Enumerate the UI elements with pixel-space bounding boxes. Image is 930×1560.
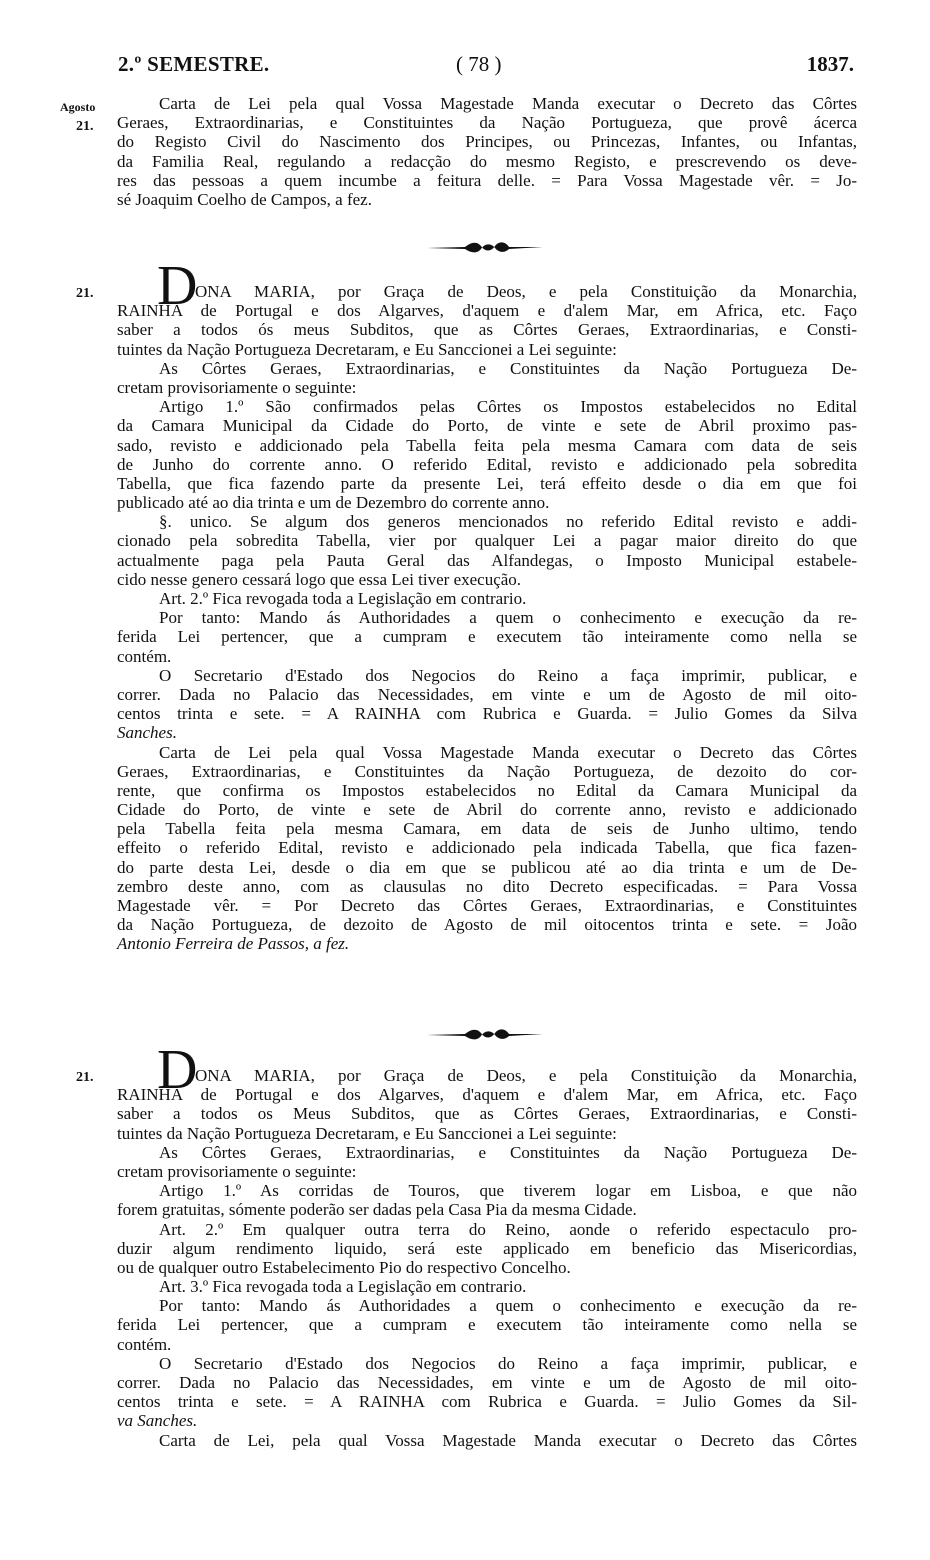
text-line: Por tanto: Mando ás Authoridades a quem o conhecimento e execução da re- <box>159 1296 857 1316</box>
signature-line: Sanches. <box>117 723 177 743</box>
decree-block <box>117 1039 857 1450</box>
text-line: correr. Dada no Palacio das Necessidades, em vinte e um de Agosto de mil oito- <box>117 684 857 704</box>
text-line: As Côrtes Geraes, Extraordinarias, e Constituintes da Nação Portugueza De- <box>159 358 857 378</box>
text-line: Art. 3.º Fica revogada toda a Legislação em contrario. <box>159 1277 527 1297</box>
margin-month: Agosto <box>60 100 96 114</box>
text-line: Artigo 1.º As corridas de Touros, que tiverem logar em Lisboa, e que não <box>159 1181 857 1201</box>
text-line: contém. <box>117 646 172 666</box>
text-line: RAINHA de Portugal e dos Algarves, d'aquem e d'alem Mar, em Africa, etc. Faço <box>117 1085 857 1105</box>
text-line: ONA MARIA, por Graça de Deos, e pela Constituição da Monarchia, <box>195 1066 857 1085</box>
page-number: ( 78 ) <box>456 52 502 76</box>
drop-cap: D <box>157 1039 198 1101</box>
text-line: res das pessoas a quem incumbe a feitura delle. = Para Vossa Magestade vêr. = Jo- <box>117 170 857 190</box>
signature-line: va Sanches. <box>117 1411 198 1431</box>
text-line: rente, que confirma os Impostos estabelecidos no Edital da Camara Municipal da <box>117 780 857 800</box>
text-line: tuintes da Nação Portugueza Decretaram, e Eu Sanccionei a Lei seguinte: <box>117 1123 617 1143</box>
text-line: cionado pela sobredita Tabella, vier por qualquer Lei a pagar maior direito do que <box>117 531 857 551</box>
ornament-divider <box>425 1025 545 1043</box>
text-line: O Secretario d'Estado dos Negocios do Reino a faça imprimir, publicar, e <box>159 665 857 685</box>
text-line: sado, revisto e addicionado pela Tabella feita pela mesma Camara com data de seis <box>117 435 857 455</box>
text-line: centos trinta e sete. = A RAINHA com Rubrica e Guarda. = Julio Gomes da Sil- <box>117 1392 857 1412</box>
text-line: forem gratuitas, sómente poderão ser dadas pela Casa Pia da mesma Cidade. <box>117 1200 637 1220</box>
semester-label: 2.º SEMESTRE. <box>118 52 270 76</box>
year-label: 1837. <box>806 52 854 76</box>
signature-line: Antonio Ferreira de Passos, a fez. <box>117 934 350 954</box>
margin-day: 21. <box>76 1070 94 1085</box>
text-line: Art. 2.º Fica revogada toda a Legislação em contrario. <box>159 589 527 608</box>
text-line: Magestade vêr. = Por Decreto das Côrtes Geraes, Extraordinarias, e Constituintes <box>117 896 857 915</box>
running-header <box>118 52 854 82</box>
drop-cap: D <box>157 255 198 317</box>
text-line: Cidade do Porto, de vinte e sete de Abril do corrente anno, revisto e addicionado <box>117 800 857 820</box>
text-line: Carta de Lei pela qual Vossa Magestade Manda executar o Decreto das Côrtes <box>159 94 857 113</box>
text-line: cretam provisoriamente o seguinte: <box>117 1161 357 1181</box>
text-line: Carta de Lei, pela qual Vossa Magestade Manda executar o Decreto das Côrtes <box>159 1430 857 1450</box>
ornament-divider <box>425 238 545 256</box>
text-line: zembro deste anno, com as clausulas no dito Decreto especificadas. = Para Vossa <box>117 876 857 896</box>
text-line: effeito o referido Edital, revisto e addicionado pela indicada Tabella, que fica fazen- <box>117 838 857 858</box>
text-line: da Camara Municipal da Cidade do Porto, de vinte e sete de Abril proximo pas- <box>117 416 857 436</box>
text-line: centos trinta e sete. = A RAINHA com Rubrica e Guarda. = Julio Gomes da Silva <box>117 704 857 724</box>
text-line: duzir algum rendimento liquido, será este applicado em beneficio das Misericordias, <box>117 1238 857 1258</box>
decree-block <box>117 255 857 954</box>
text-line: ferida Lei pertencer, que a cumpram e executem tão inteiramente como nella se <box>117 627 857 647</box>
margin-day: 21. <box>76 119 94 134</box>
text-line: Artigo 1.º São confirmados pelas Côrtes os Impostos estabelecidos no Edital <box>159 397 857 417</box>
text-line: saber a todos ós meus Subditos, que as Côrtes Geraes, Extraordinarias, e Consti- <box>117 320 857 340</box>
text-line: do Registo Civil do Nascimento dos Principes, ou Princezas, Infantes, ou Infantas, <box>117 132 857 152</box>
text-line: da Familia Real, regulando a redacção do mesmo Registo, e prescrevendo os deve- <box>117 151 857 171</box>
text-line: tuintes da Nação Portugueza Decretaram, e Eu Sanccionei a Lei seguinte: <box>117 339 617 359</box>
text-line: cretam provisoriamente o seguinte: <box>117 377 357 397</box>
entry-summary <box>117 94 857 209</box>
text-line: publicado até ao dia trinta e um de Dezembro do corrente anno. <box>117 493 550 513</box>
text-line: Geraes, Extraordinarias, e Constituintes da Nação Portugueza, de dezoito do cor- <box>117 761 857 781</box>
text-line: cido nesse genero cessará logo que essa Lei tiver execução. <box>117 569 522 589</box>
text-line: Tabella, que fica fazendo parte da presente Lei, terá effeito desde o dia em que foi <box>117 473 857 493</box>
text-line: Por tanto: Mando ás Authoridades a quem o conhecimento e execução da re- <box>159 608 857 628</box>
margin-day: 21. <box>76 286 94 301</box>
text-line: §. unico. Se algum dos generos mencionados no referido Edital revisto e addi- <box>159 512 857 532</box>
text-line: actualmente paga pela Pauta Geral das Alfandegas, o Imposto Municipal estabele- <box>117 550 857 570</box>
text-line: do parte desta Lei, desde o dia em que se publicou até ao dia trinta e um de De- <box>117 857 857 877</box>
text-line: ONA MARIA, por Graça de Deos, e pela Constituição da Monarchia, <box>195 282 857 301</box>
text-line: O Secretario d'Estado dos Negocios do Reino a faça imprimir, publicar, e <box>159 1353 857 1373</box>
text-line: contém. <box>117 1334 172 1354</box>
text-line: RAINHA de Portugal e dos Algarves, d'aquem e d'alem Mar, em Africa, etc. Faço <box>117 301 857 321</box>
text-line: ferida Lei pertencer, que a cumpram e executem tão inteiramente como nella se <box>117 1315 857 1335</box>
text-line: correr. Dada no Palacio das Necessidades, em vinte e um de Agosto de mil oito- <box>117 1373 857 1392</box>
text-line: saber a todos os Meus Subditos, que as Côrtes Geraes, Extraordinarias, e Consti- <box>117 1104 857 1124</box>
text-line: sé Joaquim Coelho de Campos, a fez. <box>117 189 372 209</box>
text-line: de Junho do corrente anno. O referido Edital, revisto e addicionado pela sobredita <box>117 454 857 474</box>
text-line: Geraes, Extraordinarias, e Constituintes da Nação Portugueza, que provê ácerca <box>117 113 857 133</box>
text-line: Art. 2.º Em qualquer outra terra do Reino, aonde o referido espectaculo pro- <box>159 1219 857 1239</box>
text-line: As Côrtes Geraes, Extraordinarias, e Constituintes da Nação Portugueza De- <box>159 1142 857 1162</box>
text-line: pela Tabella feita pela mesma Camara, em data de seis de Junho ultimo, tendo <box>117 819 857 839</box>
text-line: Carta de Lei pela qual Vossa Magestade Manda executar o Decreto das Côrtes <box>159 742 857 762</box>
text-line: ou de qualquer outro Estabelecimento Pio do respectivo Concelho. <box>117 1257 571 1277</box>
text-line: da Nação Portugueza, de dezoito de Agosto de mil oitocentos trinta e sete. = João <box>117 915 857 935</box>
